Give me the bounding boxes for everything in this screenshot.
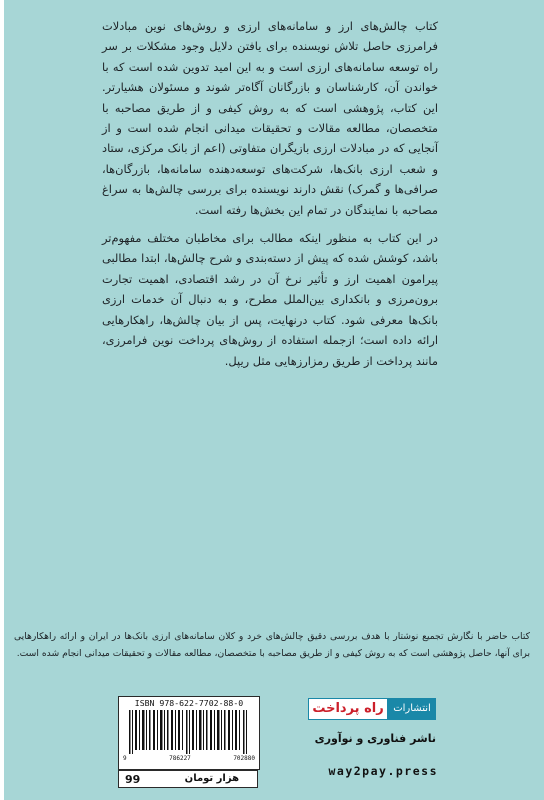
isbn-text: ISBN 978-622-7702-88-0 <box>134 698 244 708</box>
description-paragraph-1: کتاب چالش‌های ارز و سامانه‌های ارزی و روش‌های نوین مبادلات فرامرزی حاصل تلاش نویسنده برای یافتن دلایل وجود مشکلات بر سر راه توسعه سامانه‌های ارزی است و به این امید تدوین شده است که با خواندن آن، کارشناسان و بازرگانان آگاه‌تر شوند و مسئولان هشیارتر. این کتاب، پژوهشی است که به روش کیفی و از طریق مصاحبه با متخصصان، مطالعه مقالات و تحقیقات میدانی انجام شده است و از آنجایی که در مبادلات ارزی بازیگران متفاوتی (اعم از بانک مرکزی، ستاد و شعب ارزی بانک‌ها، شرکت‌های توسعه‌دهنده سامانه‌ها، بازرگان‌ها، صرافی‌ها و گمرک) نقش دارند نویسنده برای بررسی چالش‌ها به سراغ مصاحبه با نمایندگان در تمام این بخش‌ها رفته است. <box>102 19 438 217</box>
barcode-bars <box>129 710 249 754</box>
barcode-digits <box>123 755 255 762</box>
price <box>118 770 258 788</box>
description-paragraph-2: در این کتاب به منظور اینکه مطالب برای مخاطبان مختلف مفهوم‌تر باشد، کوشش شده که پیش از دسته‌بندی و شرح چالش‌ها، ابتدا مطالبی پیرامون اهمیت ارز و تأثیر نرخ آن در رشد اقتصادی، اهمیت تجارت برون‌مرزی و بانکداری بین‌الملل مطرح، و به دنبال آن خدمات ارزی بانک‌ها معرفی شود. کتاب درنهایت، پس از بیان چالش‌ها، راهکارهایی ارائه داده است؛ ازجمله استفاده از روش‌های پرداخت نوین فرامرزی، مانند پرداخت از طریق رمزارزهایی مثل ریپل. <box>102 231 438 368</box>
logo-publisher-name: راه پرداخت <box>308 698 388 720</box>
barcode <box>118 696 260 770</box>
price-value: 99 <box>125 773 141 786</box>
back-cover <box>4 0 544 800</box>
book-summary: کتاب حاضر با نگارش تجمیع نوشتار با هدف بررسی دقیق چالش‌های خرد و کلان سامانه‌های ارزی بانک‌ها در ایران و ارائه راهکارهایی برای آنها، حاصل پژوهشی است که به روش کیفی و از طریق مصاحبه با متخصصان، مطالعه مقالات و تحقیقات میدانی انجام شده است. <box>14 631 530 659</box>
barcode-digit-group-1: 786227 <box>169 755 191 762</box>
price-unit: هزار تومان <box>184 773 239 784</box>
book-description <box>102 16 438 379</box>
barcode-digit-group-2: 702880 <box>233 755 255 762</box>
publisher-tagline: ناشر فناوری و نوآوری <box>314 732 436 745</box>
publisher-logo <box>308 698 436 720</box>
logo-publisher-word: انتشارات <box>388 698 436 720</box>
publisher-website: way2pay.press <box>328 764 438 778</box>
publisher-block <box>268 696 438 788</box>
bottom-info <box>118 696 438 788</box>
barcode-digit-prefix: 9 <box>123 755 127 762</box>
